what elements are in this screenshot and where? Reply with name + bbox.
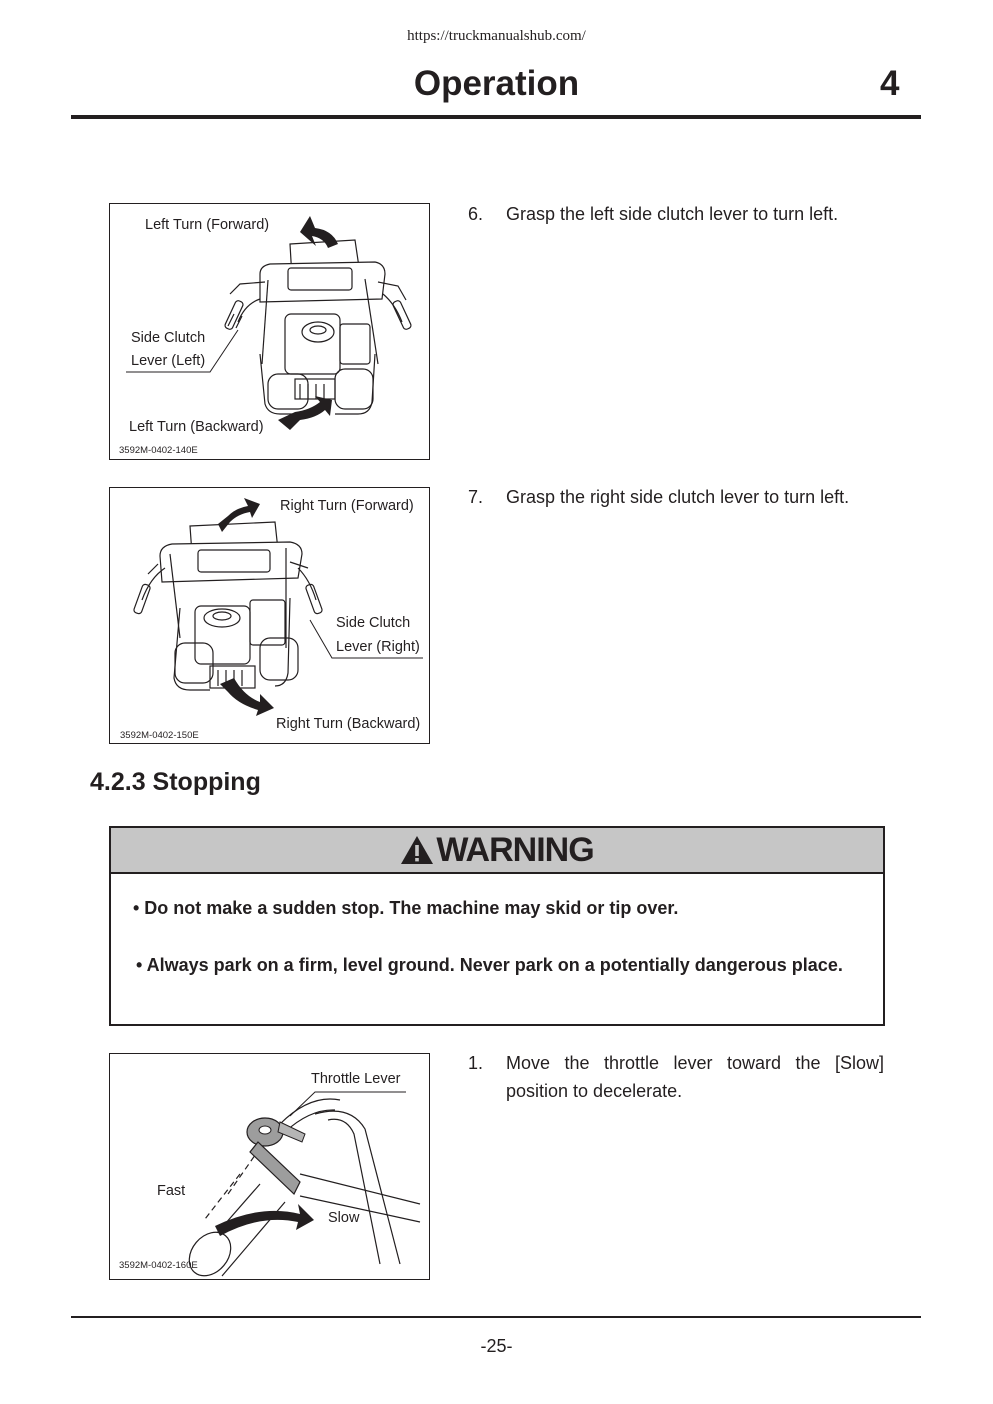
step-text: Grasp the right side clutch lever to turn left. [506,487,850,507]
step-6 [468,200,888,228]
label-slow: Slow [328,1210,360,1226]
figure-code: 3592M-0402-160E [119,1260,198,1271]
warning-title: WARNING [436,830,594,869]
label-lever-left: Lever (Left) [131,353,206,369]
label-throttle-lever: Throttle Lever [311,1071,401,1087]
step-7 [468,483,888,511]
header-rule [71,115,921,119]
label-lever-right: Lever (Right) [336,639,420,655]
step-number: 1. [468,1053,484,1073]
figure-left-turn [109,203,430,460]
warning-item-2: • Always park on a firm, level ground. Never park on a potentially dangerous place. [136,955,843,975]
step-text: Grasp the left side clutch lever to turn left. [506,204,839,224]
step-number: 7. [468,487,484,507]
figure-code: 3592M-0402-150E [120,730,199,741]
label-left-turn-backward: Left Turn (Backward) [129,419,264,435]
label-side-clutch: Side Clutch [131,330,206,346]
chapter-number: 4 [880,64,900,103]
section-heading: 4.2.3 Stopping [90,768,261,796]
label-right-turn-forward: Right Turn (Forward) [280,498,414,514]
page-number: -25- [480,1336,513,1356]
label-side-clutch: Side Clutch [336,615,411,631]
figure-code: 3592M-0402-140E [119,445,198,456]
warning-header [111,828,883,874]
warning-item-1: • Do not make a sudden stop. The machine may skid or tip over. [133,898,679,918]
figure-throttle [109,1053,430,1280]
label-left-turn-forward: Left Turn (Forward) [145,217,270,233]
warning-icon [400,835,434,865]
footer-rule [71,1316,921,1318]
label-right-turn-backward: Right Turn (Backward) [276,716,421,732]
step-number: 6. [468,204,484,224]
warning-box [109,826,885,1026]
step-text: Move the throttle lever toward the [Slow] position to decelerate. [506,1053,884,1101]
figure-right-turn [109,487,430,744]
label-fast: Fast [157,1183,186,1199]
stopping-step-1 [468,1049,884,1105]
chapter-title: Operation [413,64,580,103]
source-url: https://truckmanualshub.com/ [407,28,586,44]
